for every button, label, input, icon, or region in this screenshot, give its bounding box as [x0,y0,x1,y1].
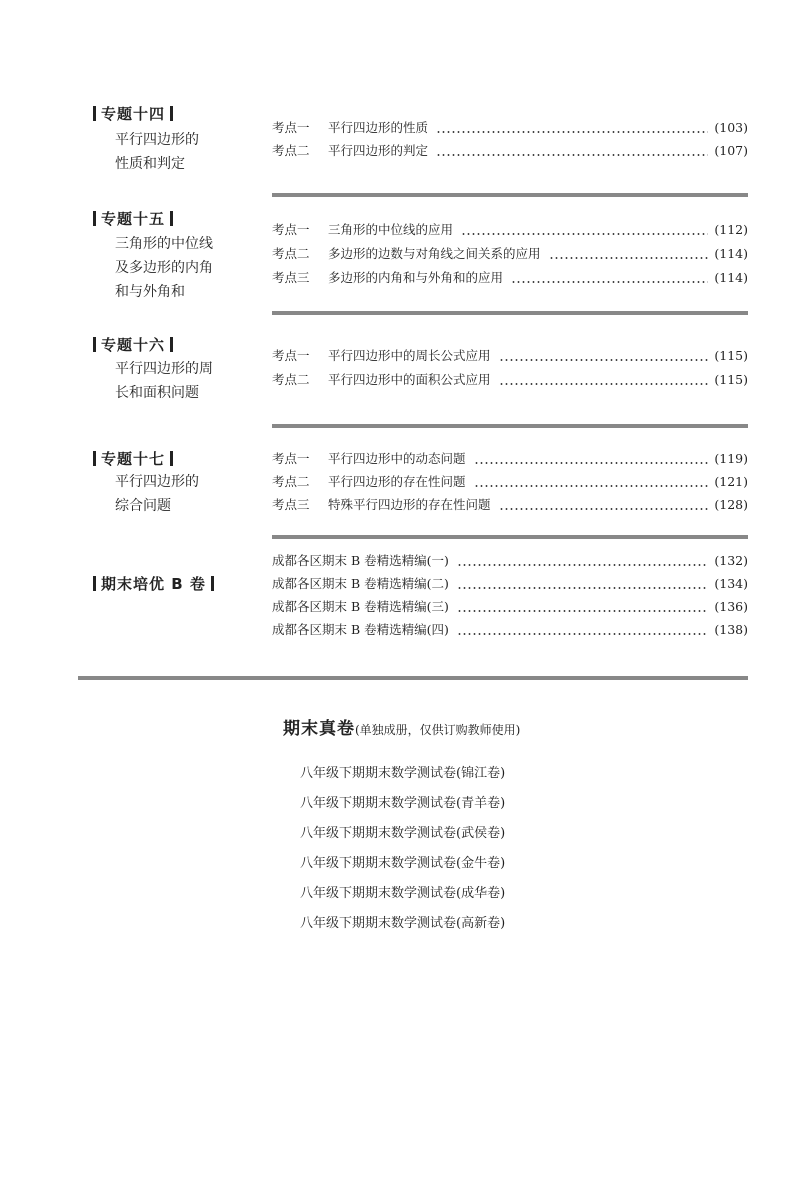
entry-title: 多边形的边数与对角线之间关系的应用 [328,246,541,261]
dot-leader [499,383,708,385]
entry-title: 成都各区期末 B 卷精选精编(三) [272,599,449,614]
entry-page: (134) [714,576,748,591]
dot-leader [511,281,708,283]
section-tag [88,208,178,229]
entry-label: 考点二 [272,372,310,387]
dot-leader [436,154,708,156]
dot-leader [499,508,708,510]
entry-page: (121) [714,474,748,489]
entry-title: 多边形的内角和与外角和的应用 [328,270,504,285]
section-tag-text: 专题十七 [101,450,166,468]
exam-list-item[interactable]: 八年级下期期末数学测试卷(锦江卷) [300,766,506,781]
entry-page: (112) [714,222,748,237]
dot-leader [457,610,708,612]
dot-leader [457,564,708,566]
section-tag [88,334,178,355]
entry-title: 平行四边形中的动态问题 [328,451,466,466]
section-tag-text: 专题十六 [101,336,166,354]
toc-entry[interactable] [272,266,748,289]
entry-page: (119) [714,451,748,466]
toc-entry[interactable] [272,116,748,139]
toc-entry[interactable] [272,344,748,367]
toc-entry[interactable] [272,470,748,493]
entry-page: (136) [714,599,748,614]
entry-title: 平行四边形中的周长公式应用 [328,348,491,363]
entry-label: 考点三 [272,270,310,285]
entry-page: (107) [714,143,748,158]
section-divider [272,424,748,428]
final-exam-title: 期末真卷 [283,719,355,739]
toc-entry[interactable] [272,618,748,641]
exam-list-item[interactable]: 八年级下期期末数学测试卷(青羊卷) [300,796,506,811]
dot-leader [474,485,708,487]
toc-entry[interactable] [272,595,748,618]
dot-leader [457,587,708,589]
section-subtitle: 平行四边形的 综合问题 [115,474,199,514]
section-tag-text: 专题十五 [101,210,166,228]
section-subtitle: 三角形的中位线 及多边形的内角 和与外角和 [115,236,213,300]
toc-entry[interactable] [272,447,748,470]
section-tag [88,573,219,594]
exam-list-item[interactable]: 八年级下期期末数学测试卷(金牛卷) [300,856,506,871]
toc-entry[interactable] [272,572,748,595]
dot-leader [457,633,708,635]
entry-page: (114) [714,246,748,261]
entry-title: 平行四边形的判定 [328,143,429,158]
section-tag [88,103,178,124]
entry-label: 考点一 [272,222,310,237]
entry-title: 平行四边形的存在性问题 [328,474,466,489]
exam-list-item[interactable]: 八年级下期期末数学测试卷(武侯卷) [300,826,506,841]
entry-label: 考点三 [272,497,310,512]
entry-page: (128) [714,497,748,512]
entry-label: 考点二 [272,474,310,489]
entry-page: (138) [714,622,748,637]
entry-label: 考点一 [272,451,310,466]
dot-leader [474,462,708,464]
entry-title: 成都各区期末 B 卷精选精编(一) [272,553,449,568]
section-subtitle: 平行四边形的 性质和判定 [115,132,199,172]
entry-title: 三角形的中位线的应用 [328,222,454,237]
dot-leader [461,233,708,235]
final-exam-heading [283,714,520,739]
entry-title: 特殊平行四边形的存在性问题 [328,497,491,512]
entry-page: (115) [714,372,748,387]
exam-list-item[interactable]: 八年级下期期末数学测试卷(高新卷) [300,916,506,931]
toc-entry[interactable] [272,493,748,516]
entry-label: 考点二 [272,246,310,261]
section-divider [272,311,748,315]
section-subtitle: 平行四边形的周 长和面积问题 [115,361,213,401]
entry-label: 考点一 [272,348,310,363]
exam-list-item[interactable]: 八年级下期期末数学测试卷(成华卷) [300,886,506,901]
toc-entry[interactable] [272,139,748,162]
entry-title: 平行四边形中的面积公式应用 [328,372,491,387]
section-tag-text: 期末培优 B 卷 [101,575,206,593]
entry-page: (114) [714,270,748,285]
dot-leader [499,359,708,361]
section-tag-text: 专题十四 [101,105,166,123]
toc-entry[interactable] [272,242,748,265]
entry-page: (103) [714,120,748,135]
entry-title: 平行四边形的性质 [328,120,429,135]
section-divider [272,535,748,539]
entry-title: 成都各区期末 B 卷精选精编(四) [272,622,449,637]
toc-entry[interactable] [272,368,748,391]
entry-page: (115) [714,348,748,363]
main-divider [78,676,748,680]
entry-label: 考点二 [272,143,310,158]
dot-leader [436,131,708,133]
final-exam-note: (单独成册，仅供订购教师使用) [355,723,521,737]
entry-label: 考点一 [272,120,310,135]
dot-leader [549,257,708,259]
entry-title: 成都各区期末 B 卷精选精编(二) [272,576,449,591]
entry-page: (132) [714,553,748,568]
toc-entry[interactable] [272,549,748,572]
section-tag [88,448,178,469]
toc-entry[interactable] [272,218,748,241]
section-divider [272,193,748,197]
